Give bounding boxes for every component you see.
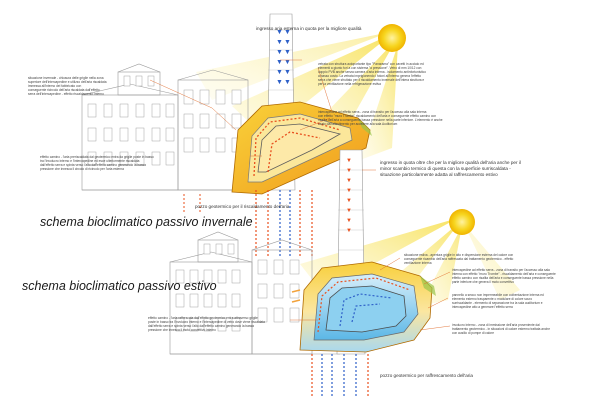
svg-text:effetto camino - l'aria preris: effetto camino - l'aria preriscaldata dal geotermico entra da griglie poste in basso xyxy=(40,155,154,159)
svg-text:effetto camino - l'aria raffre: effetto camino - l'aria raffrescata dall'effetto geotermico entra attraverso griglie xyxy=(148,316,258,320)
svg-text:conseguente ricambio dell'aria: conseguente ricambio dell'aria raffrescata dal trattamento geotermico - effetto xyxy=(404,257,514,261)
svg-text:elemento esterno trasparente o: elemento esterno trasparente o modulare di colore scuro xyxy=(452,297,533,301)
svg-text:parte inferiore che genera il: parte inferiore che genera il moto convettivo xyxy=(452,280,515,284)
svg-text:ingresso in quota oltre che pe: ingresso in quota oltre che per la migliore qualità dell'aria anche per il xyxy=(380,160,521,165)
svg-text:dall'effetto serra e spinta ve: dall'effetto serra e spinta verso l'alto dall'effetto camino generando la bassa xyxy=(40,163,146,167)
svg-text:con effetto "muro Trombe" risc: con effetto "muro Trombe" riscaldamento dell'aria e conseguente effetto camino con xyxy=(318,114,437,118)
winter-cavity-note xyxy=(318,110,443,126)
svg-text:serra che viene sfruttato per: serra che viene sfruttato per il riscaldamento invernale dell'intera struttura e xyxy=(318,78,425,82)
summer-sun-icon xyxy=(449,209,475,235)
svg-text:▼: ▼ xyxy=(276,69,283,76)
svg-text:vetrata con struttura autoport: vetrata con struttura autoportante tipo "Panarama" con cavetti in acciaio ed xyxy=(318,62,424,66)
svg-text:involucro interno - zona di im: involucro interno - zona di immissione dell'aria proveniente dal xyxy=(452,323,540,327)
svg-text:▼: ▼ xyxy=(346,198,352,204)
svg-text:▼: ▼ xyxy=(284,69,291,76)
summer-panel-note xyxy=(452,293,544,309)
winter-chimney-effect-note xyxy=(40,155,154,171)
svg-text:situazione particolarmente ada: situazione particolarmente adatta al raffrescamento estivo xyxy=(380,172,498,177)
summer-geothermal-label: pozzo geotermico per raffrescamento dell'aria xyxy=(380,373,473,378)
svg-text:▼: ▼ xyxy=(346,218,352,224)
svg-text:▼: ▼ xyxy=(276,79,283,86)
svg-text:situazione invernale - chiusur: situazione invernale - chiusura delle griglie nella zona xyxy=(28,76,104,80)
svg-text:per la ventilazione nella refr: per la ventilazione nella refrigerazione estiva xyxy=(318,82,381,86)
winter-geothermal-label: pozzo geotermico per il riscaldamento dell'aria xyxy=(195,204,290,209)
svg-text:▼: ▼ xyxy=(276,59,283,66)
winter-title: schema bioclimatico passivo invernale xyxy=(40,215,253,229)
svg-text:▼: ▼ xyxy=(346,228,352,234)
svg-text:pannello a secco non impermeab: pannello a secco non impermeabile con coibentazione interna ed xyxy=(452,293,544,297)
svg-text:▼: ▼ xyxy=(284,29,291,36)
svg-text:▼: ▼ xyxy=(276,39,283,46)
svg-text:▼: ▼ xyxy=(346,168,352,174)
svg-text:dall'effetto serra e spinta ve: dall'effetto serra e spinta verso l'alto dall'effetto camino generando la bassa xyxy=(148,324,254,328)
svg-text:surriscaldante - elemento di s: surriscaldante - elemento di separazione tra la sala auditorium e xyxy=(452,301,543,305)
svg-text:▼: ▼ xyxy=(346,188,352,194)
svg-text:pressione che innesca il moto: pressione che innesca il moto convettivo interno xyxy=(148,328,216,332)
summer-envelope-note xyxy=(452,323,550,335)
svg-text:pressione che innesca il circo: pressione che innesca il circolo di ricircolo per l'aria esterna xyxy=(40,167,124,171)
svg-text:ventilazione interna: ventilazione interna xyxy=(404,261,432,265)
svg-text:risalita dell'aria a conseguen: risalita dell'aria a conseguente bassa pressione nella parte inferiore. L'elemento è anche xyxy=(318,118,443,122)
svg-text:effetto camino con risalita de: effetto camino con risalita dell'aria e conseguente bassa pressione nella xyxy=(452,276,554,280)
winter-air-inlet-label: ingresso aria esterna in quota per la migliore qualità xyxy=(256,26,362,31)
winter-scheme xyxy=(28,14,443,258)
summer-title: schema bioclimatico passivo estivo xyxy=(22,279,217,293)
winter-sun-icon xyxy=(378,24,406,52)
svg-text:conseguente ricircolo dell'ari: conseguente ricircolo dell'aria riscaldata dall'effetto xyxy=(28,88,100,92)
svg-text:▼: ▼ xyxy=(284,49,291,56)
svg-text:serra dell'intercapedine - eff: serra dell'intercapedine - effetto riscaldamento interno xyxy=(28,92,104,96)
svg-text:▼: ▼ xyxy=(346,208,352,214)
svg-text:▼: ▼ xyxy=(284,39,291,46)
svg-text:▼: ▼ xyxy=(346,178,352,184)
summer-geothermal-pipes xyxy=(312,354,368,398)
svg-text:immessa all'interno del fabbri: immessa all'interno del fabbricato con xyxy=(28,84,82,88)
svg-text:▼: ▼ xyxy=(276,49,283,56)
svg-text:trattamento geotermico - in si: trattamento geotermico - in situazioni di calore estremo trattata anche xyxy=(452,327,550,331)
svg-text:a basso costo. La vetrata impr: a basso costo. La vetrata imprigionendo i fotoni all'interno genera l'effetto xyxy=(318,74,422,78)
svg-text:doppio PVB anche senza camera: doppio PVB anche senza camera d'aria interna - isolamento antinfortunistico xyxy=(318,70,426,74)
svg-text:▼: ▼ xyxy=(346,158,352,164)
svg-text:▼: ▼ xyxy=(276,29,283,36)
summer-air-inlet-note xyxy=(380,160,521,177)
svg-text:tra l'involucro interno e l'in: tra l'involucro interno e l'intercapedine ed esce ulteriormente riscaldata xyxy=(40,159,140,163)
summer-cavity-note xyxy=(452,268,556,284)
svg-text:▼: ▼ xyxy=(284,59,291,66)
svg-text:intercapedine atto a generare: intercapedine atto a generare l'effetto serra xyxy=(452,305,513,309)
svg-text:intercapedine ad effetto serra: intercapedine ad effetto serra - zona di transito per l'accesso alla sala interna xyxy=(318,110,427,114)
svg-text:intercapedine ad effetto serra: intercapedine ad effetto serra - zona di transito per l'accesso alla sala xyxy=(452,268,550,272)
svg-text:con ausilio di pompe di calore: con ausilio di pompe di calore xyxy=(452,331,494,335)
svg-text:superiore dell'intercapedine e: superiore dell'intercapedine e utilizzo dell'aria riscaldata xyxy=(28,80,107,84)
svg-text:situazione estiva - apertura g: situazione estiva - apertura griglie in alto e dispersione esterna del calore con xyxy=(404,253,514,257)
svg-text:elementi a giunto fori a con s: elementi a giunto fori a con sistema "a pressione". Vetro di mm 10/12 con xyxy=(318,66,422,70)
winter-situation-note xyxy=(28,76,107,96)
svg-text:▼: ▼ xyxy=(284,79,291,86)
summer-chimney-effect-note xyxy=(148,316,265,332)
svg-text:usato dall'allestimento per ac: usato dall'allestimento per accedere alla sala Auditorium xyxy=(318,122,398,126)
svg-text:poste in basso tra l'involucro: poste in basso tra l'involucro interno e l'intercapedine di vetro dove viene riscaldata xyxy=(148,320,265,324)
winter-glazing-note xyxy=(318,62,426,86)
svg-text:minor scambio termico di quest: minor scambio termico di questa con la superficie surriscaldata - xyxy=(380,166,511,171)
svg-text:interna con effetto "muro Trom: interna con effetto "muro Trombe" - riscaldamento dell'aria e conseguente xyxy=(452,272,556,276)
